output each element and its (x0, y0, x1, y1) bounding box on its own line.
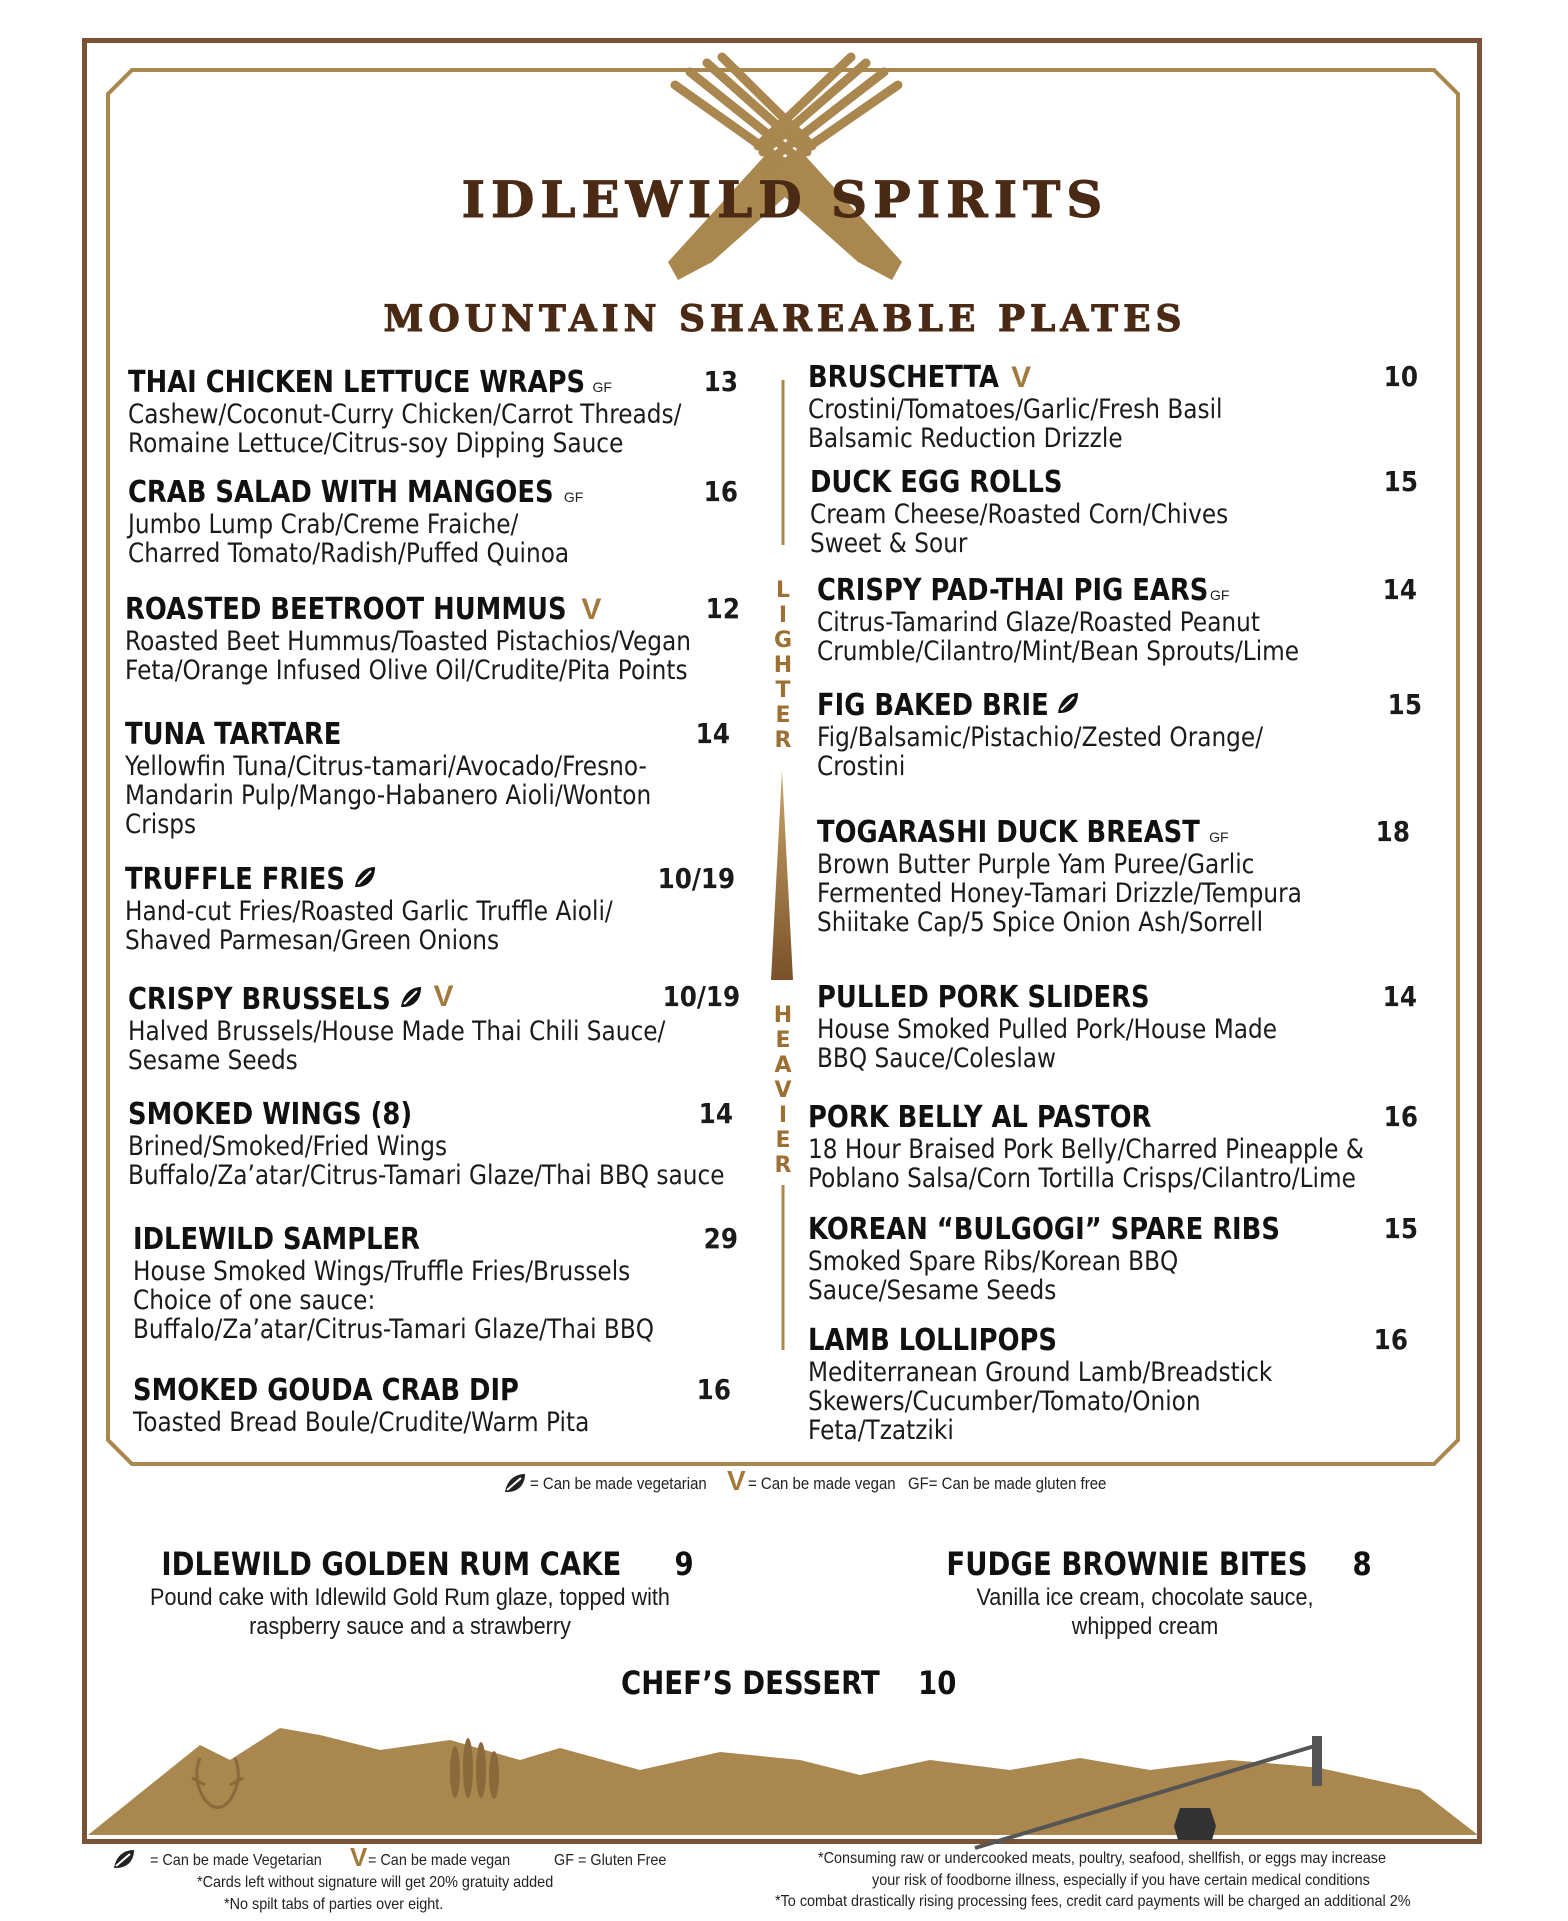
item-name: TUNA TARTARE (125, 717, 342, 752)
item-price: 14 (1382, 573, 1417, 606)
lighter-letter: H (773, 653, 793, 678)
heavier-label (768, 1003, 798, 1178)
item-description-line: Halved Brussels/House Made Thai Chili Sauce/ (128, 1016, 666, 1047)
lighter-arrow (771, 770, 793, 980)
item-description-line: Shaved Parmesan/Green Onions (125, 925, 500, 956)
leaf-icon (503, 1472, 527, 1494)
item-price: 10 (1383, 360, 1418, 393)
item-description-line: Shiitake Cap/5 Spice Onion Ash/Sorrell (817, 907, 1264, 938)
item-name: FIG BAKED BRIE (817, 688, 1049, 723)
item-description-line: Cream Cheese/Roasted Corn/Chives (810, 499, 1229, 530)
dessert-price: 8 (1352, 1545, 1372, 1583)
menu-item (817, 980, 1417, 1073)
heavier-letter: I (778, 1103, 788, 1128)
menu-item (128, 980, 740, 1075)
item-price: 16 (1383, 1100, 1418, 1133)
dessert-price: 10 (918, 1664, 957, 1702)
item-description-line: Buffalo/Za’atar/Citrus-Tamari Glaze/Thai BBQ sauce (128, 1160, 725, 1191)
item-description-line: Mandarin Pulp/Mango-Habanero Aioli/Wonton (125, 780, 652, 811)
heavier-letter: R (774, 1153, 792, 1178)
menu-item (133, 1373, 731, 1437)
gluten-free-tag: GF (1210, 587, 1230, 603)
item-description-line: Crumble/Cilantro/Mint/Bean Sprouts/Lime (817, 636, 1300, 667)
item-description-line: Buffalo/Za’atar/Citrus-Tamari Glaze/Thai BBQ (133, 1314, 655, 1345)
item-name: SMOKED WINGS (8) (128, 1097, 413, 1132)
item-description-line: Roasted Beet Hummus/Toasted Pistachios/Vegan (125, 626, 691, 657)
item-description-line: Crostini/Tomatoes/Garlic/Fresh Basil (808, 394, 1223, 425)
dessert-price: 9 (675, 1545, 695, 1583)
item-description-line: Mediterranean Ground Lamb/Breadstick (808, 1357, 1273, 1388)
dessert-chef (580, 1664, 980, 1702)
menu-subtitle: MOUNTAIN SHAREABLE PLATES (383, 298, 1187, 340)
item-name: PULLED PORK SLIDERS (817, 980, 1150, 1015)
leaf-icon (353, 865, 377, 889)
lighter-letter: R (774, 728, 792, 753)
item-price: 29 (703, 1222, 738, 1255)
item-price: 14 (698, 1097, 733, 1130)
item-description-line: Balsamic Reduction Drizzle (808, 423, 1123, 454)
lighter-letter: I (778, 603, 788, 628)
footer-vegan-symbol: V (350, 1842, 368, 1872)
item-price: 16 (696, 1373, 731, 1406)
gluten-free-tag: GF (1209, 829, 1229, 845)
gluten-free-tag: GF (563, 489, 584, 505)
item-name: TOGARASHI DUCK BREAST (817, 815, 1200, 850)
footer-tabs-note: *No spilt tabs of parties over eight. (224, 1896, 444, 1913)
item-description-line: Choice of one sauce: (133, 1285, 376, 1316)
item-description-line: 18 Hour Braised Pork Belly/Charred Pineapple & (808, 1134, 1364, 1165)
item-description-line: Cashew/Coconut-Curry Chicken/Carrot Threads/ (128, 399, 682, 430)
dessert-rum-cake (120, 1545, 700, 1641)
dessert-desc-line: Pound cake with Idlewild Gold Rum glaze, topped with (150, 1584, 670, 1611)
item-price: 10/19 (662, 980, 740, 1013)
heavier-letter: E (775, 1028, 791, 1053)
item-name: DUCK EGG ROLLS (810, 465, 1063, 500)
menu-item (817, 688, 1422, 781)
item-name: CRISPY BRUSSELS (128, 982, 391, 1017)
item-price: 10/19 (657, 862, 735, 895)
menu-item (808, 360, 1418, 453)
dessert-name: IDLEWILD GOLDEN RUM CAKE (161, 1545, 622, 1583)
item-price: 13 (703, 365, 738, 398)
dessert-desc-line: Vanilla ice cream, chocolate sauce, (976, 1584, 1314, 1611)
item-description-line: Brined/Smoked/Fried Wings (128, 1131, 448, 1162)
menu-item (125, 592, 740, 685)
item-price: 14 (695, 717, 730, 750)
menu-item (808, 1323, 1408, 1445)
heavier-letter: H (773, 1003, 793, 1028)
item-price: 15 (1383, 1212, 1418, 1245)
item-name: THAI CHICKEN LETTUCE WRAPS (128, 365, 586, 400)
item-description-line: Sweet & Sour (810, 528, 968, 559)
crossed-forks-icon (668, 57, 902, 280)
menu-item (125, 862, 735, 955)
menu-item (817, 573, 1417, 666)
dessert-desc-line: raspberry sauce and a strawberry (249, 1613, 571, 1640)
item-description-line: Poblano Salsa/Corn Tortilla Crisps/Cilantro/Lime (808, 1163, 1356, 1194)
lighter-letter: T (775, 678, 791, 703)
item-description-line: Brown Butter Purple Yam Puree/Garlic (817, 849, 1255, 880)
item-description-line: Smoked Spare Ribs/Korean BBQ (808, 1246, 1179, 1277)
item-price: 14 (1382, 980, 1417, 1013)
vegan-tag: V (581, 593, 602, 626)
item-description-line: BBQ Sauce/Coleslaw (817, 1043, 1057, 1074)
dessert-desc-line: whipped cream (1071, 1613, 1219, 1640)
menu-item (125, 717, 730, 839)
item-name: IDLEWILD SAMPLER (133, 1222, 421, 1257)
leaf-icon (112, 1848, 136, 1870)
footer-raw-note-2: your risk of foodborne illness, especially if you have certain medical conditions (872, 1872, 1370, 1889)
item-description-line: Yellowfin Tuna/Citrus-tamari/Avocado/Fresno- (125, 751, 647, 782)
leaf-icon (399, 985, 423, 1009)
menu-item (128, 475, 738, 568)
legend-vegan-symbol: V (727, 1465, 746, 1496)
heavier-letter: E (775, 1128, 791, 1153)
dessert-name: FUDGE BROWNIE BITES (946, 1545, 1308, 1583)
item-description-line: Hand-cut Fries/Roasted Garlic Truffle Aioli/ (125, 896, 613, 927)
lighter-letter: E (775, 703, 791, 728)
menu-item (128, 365, 738, 458)
menu-item (133, 1222, 738, 1344)
menu-item (817, 815, 1410, 937)
item-price: 16 (703, 475, 738, 508)
footer-fees-note: *To combat drastically rising processing fees, credit card payments will be charged an additional 2% (775, 1893, 1411, 1910)
dessert-name: CHEF’S DESSERT (621, 1664, 880, 1702)
item-description-line: Toasted Bread Boule/Crudite/Warm Pita (133, 1407, 590, 1438)
item-name: ROASTED BEETROOT HUMMUS (125, 592, 567, 627)
item-name: CRISPY PAD-THAI PIG EARS (817, 573, 1209, 608)
footer-vegan: = Can be made vegan (368, 1852, 511, 1869)
lighter-letter: G (773, 628, 793, 653)
item-description-line: Fig/Balsamic/Pistachio/Zested Orange/ (817, 722, 1264, 753)
item-name: KOREAN “BULGOGI” SPARE RIBS (808, 1212, 1280, 1247)
lighter-letter: L (775, 578, 791, 603)
item-description-line: House Smoked Pulled Pork/House Made (817, 1014, 1277, 1045)
item-description-line: Romaine Lettuce/Citrus-soy Dipping Sauce (128, 428, 624, 459)
item-description-line: Fermented Honey-Tamari Drizzle/Tempura (817, 878, 1302, 909)
item-description-line: Crostini (817, 751, 906, 782)
footer-gluten-free: GF = Gluten Free (554, 1852, 667, 1869)
footer-raw-note-1: *Consuming raw or undercooked meats, poultry, seafood, shellfish, or eggs may increase (818, 1850, 1387, 1867)
dessert-brownie (900, 1545, 1390, 1641)
legend-vegetarian: = Can be made vegetarian (530, 1474, 707, 1493)
footer-cards-note: *Cards left without signature will get 20% gratuity added (197, 1874, 554, 1891)
footer-vegetarian: = Can be made Vegetarian (150, 1852, 322, 1869)
brand-title: IDLEWILD SPIRITS (461, 170, 1109, 229)
gondola-tower (1312, 1736, 1322, 1786)
item-price: 16 (1373, 1323, 1408, 1356)
item-description-line: Feta/Tzatziki (808, 1415, 954, 1446)
item-description-line: Sauce/Sesame Seeds (808, 1275, 1057, 1306)
menu-item (810, 465, 1418, 558)
menu-item (128, 1097, 733, 1190)
item-description-line: Skewers/Cucumber/Tomato/Onion (808, 1386, 1201, 1417)
item-description-line: Feta/Orange Infused Olive Oil/Crudite/Pita Points (125, 655, 688, 686)
heavier-letter: V (774, 1078, 792, 1103)
mountain-range (88, 1728, 1478, 1835)
gluten-free-tag: GF (592, 379, 612, 395)
item-name: CRAB SALAD WITH MANGOES (128, 475, 554, 510)
item-price: 15 (1383, 465, 1418, 498)
item-price: 15 (1387, 688, 1422, 721)
menu-item (808, 1100, 1418, 1193)
item-name: TRUFFLE FRIES (125, 862, 346, 897)
item-description-line: House Smoked Wings/Truffle Fries/Brussels (133, 1256, 631, 1287)
vegan-tag: V (1011, 361, 1032, 394)
item-description-line: Jumbo Lump Crab/Creme Fraiche/ (128, 509, 519, 540)
leaf-icon (1056, 691, 1080, 715)
item-description-line: Charred Tomato/Radish/Puffed Quinoa (128, 538, 570, 569)
lighter-label (768, 578, 798, 753)
item-price: 12 (705, 592, 740, 625)
heavier-letter: A (774, 1053, 792, 1078)
item-name: PORK BELLY AL PASTOR (808, 1100, 1152, 1135)
legend-gluten-free: GF= Can be made gluten free (908, 1474, 1107, 1493)
legend-vegan: = Can be made vegan (748, 1474, 896, 1493)
item-name: BRUSCHETTA (808, 360, 999, 395)
menu-item (808, 1212, 1418, 1305)
item-description-line: Sesame Seeds (128, 1045, 298, 1076)
item-description-line: Crisps (125, 809, 197, 840)
item-name: LAMB LOLLIPOPS (808, 1323, 1057, 1358)
item-name: SMOKED GOUDA CRAB DIP (133, 1373, 519, 1408)
vegan-tag: V (433, 980, 454, 1013)
item-description-line: Citrus-Tamarind Glaze/Roasted Peanut (817, 607, 1260, 638)
item-price: 18 (1375, 815, 1410, 848)
gondola-icon (1174, 1808, 1216, 1840)
